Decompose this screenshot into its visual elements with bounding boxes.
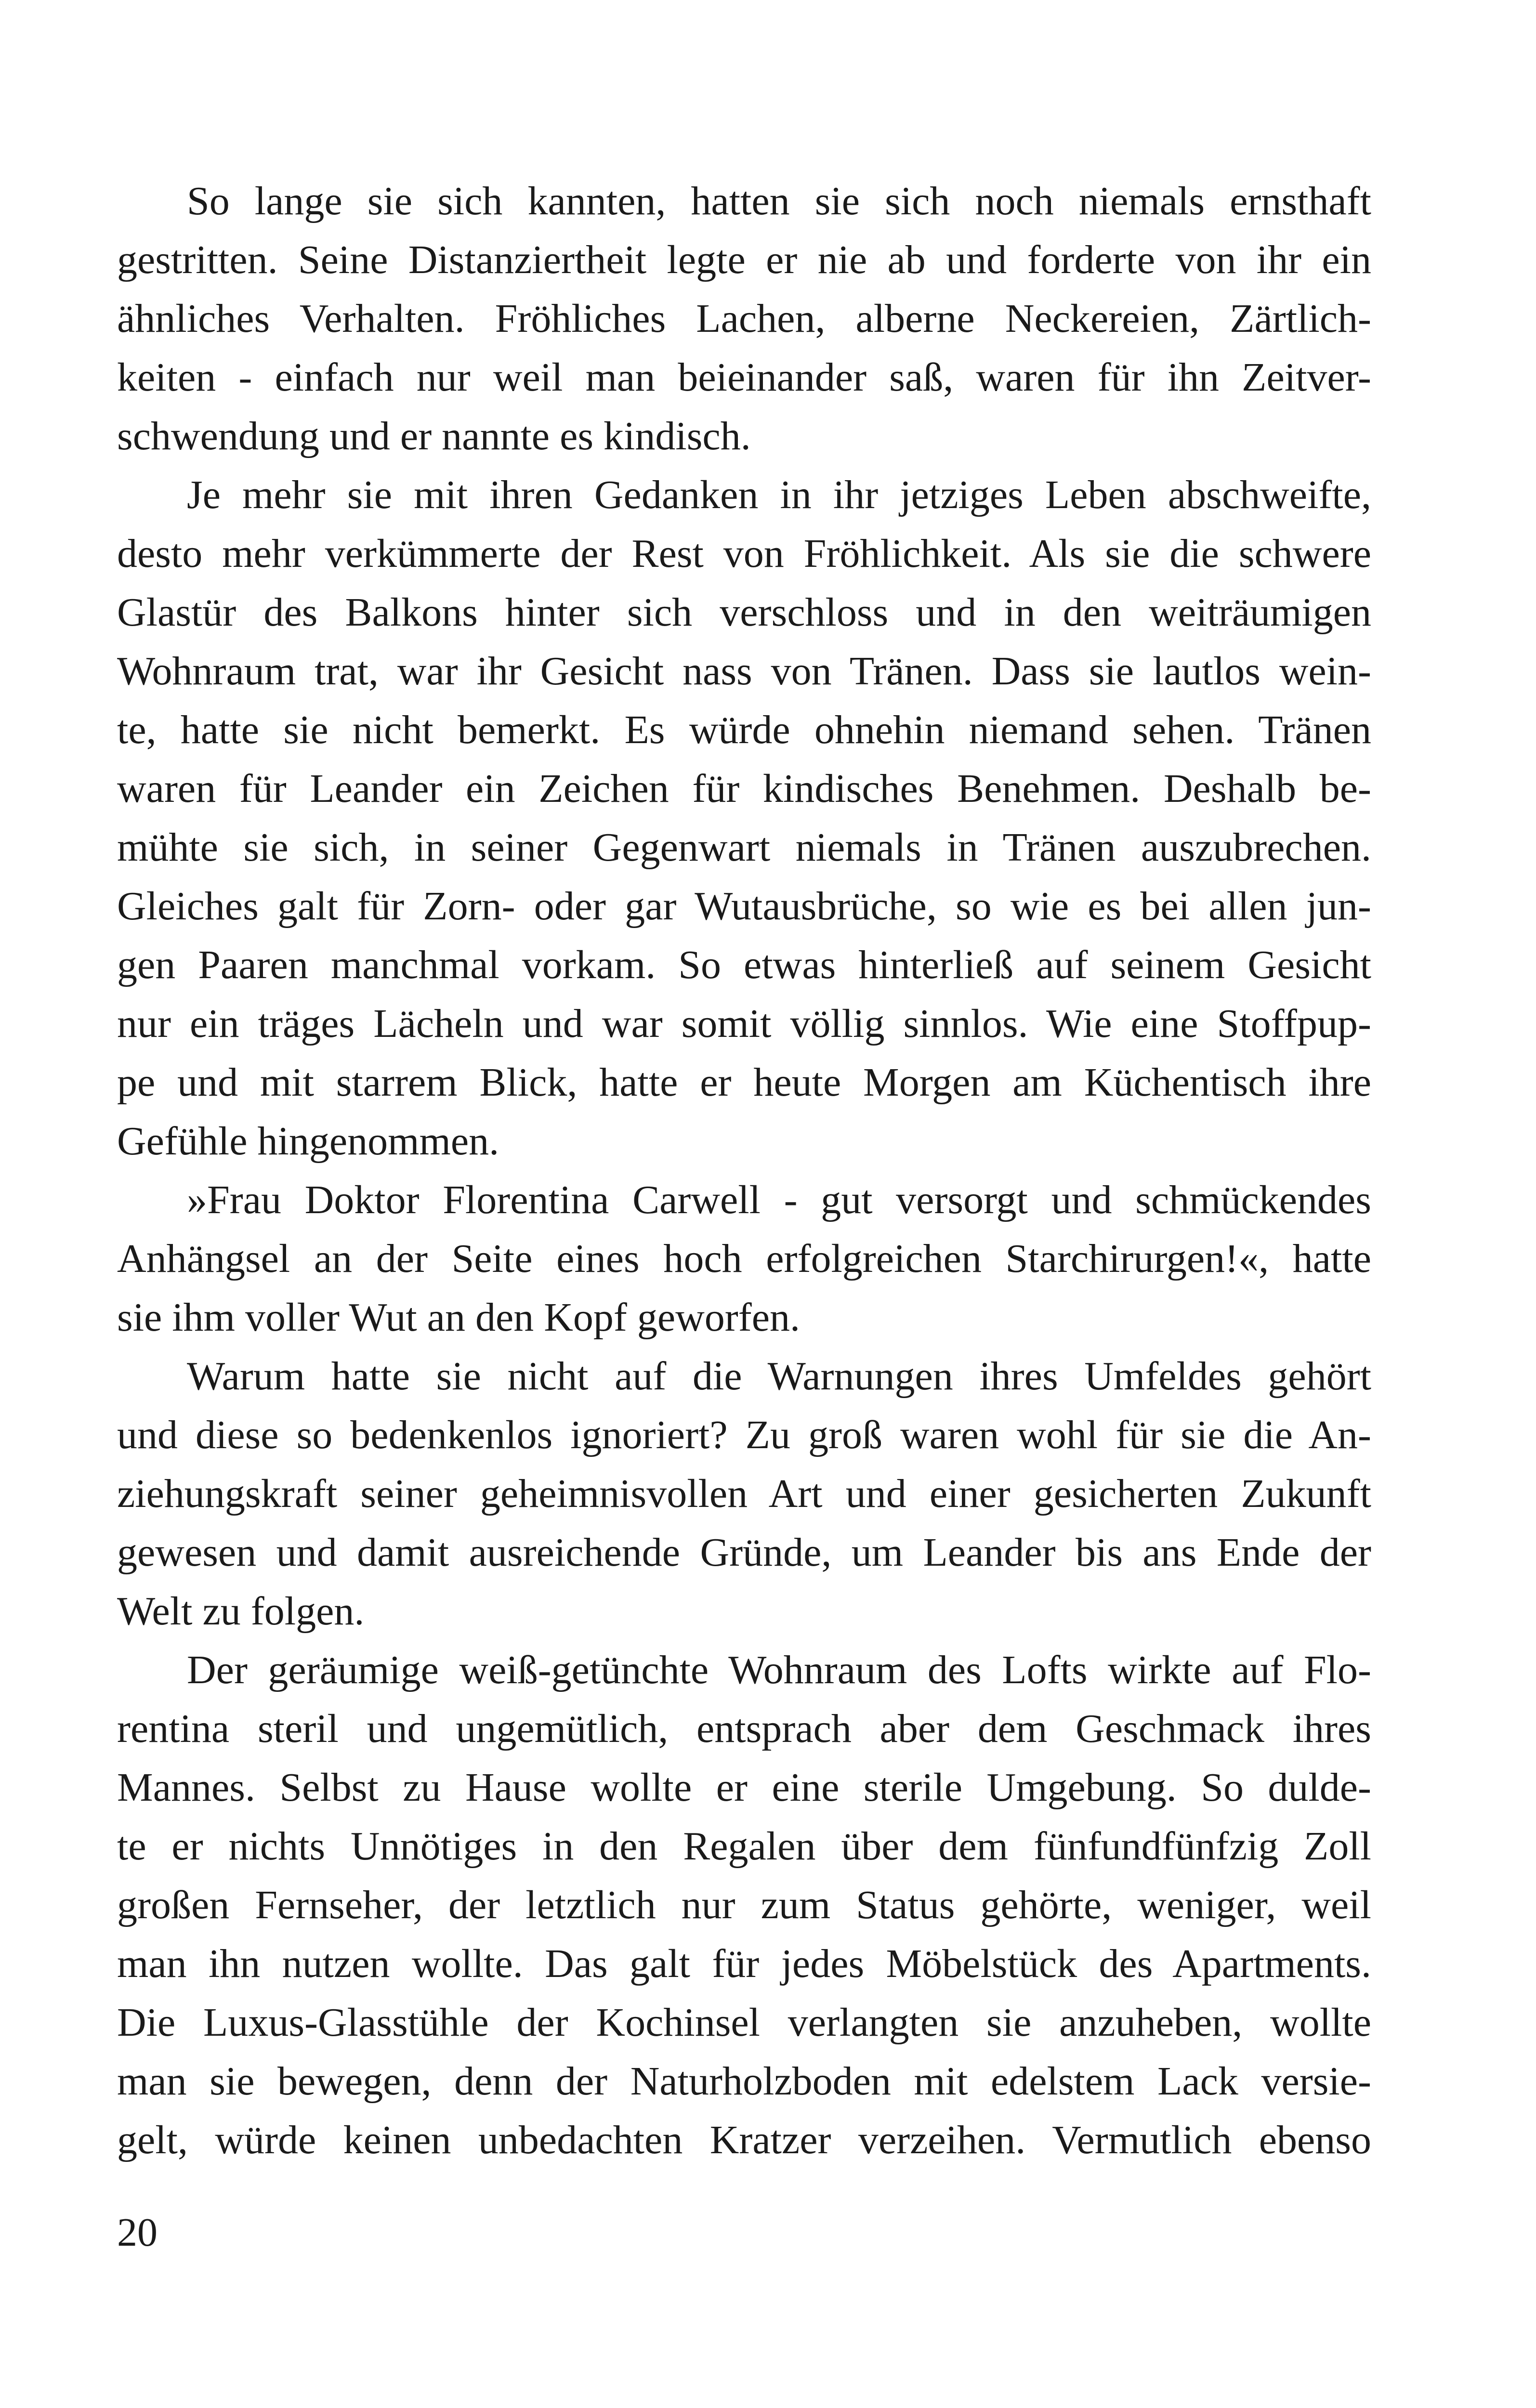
paragraph <box>117 466 1371 1171</box>
text-line: sie ihm voller Wut an den Kopf geworfen. <box>117 1295 801 1340</box>
text-line: Je mehr sie mit ihren Gedanken in ihr jetziges Leben abschweifte, <box>187 472 1371 517</box>
text-line: ziehungskraft seiner geheimnisvollen Art und einer gesicherten Zukunft <box>117 1471 1371 1516</box>
text-line: rentina steril und ungemütlich, entsprach aber dem Geschmack ihres <box>117 1706 1371 1751</box>
text-line: Gleiches galt für Zorn- oder gar Wutausbrüche, so wie es bei allen jun- <box>117 884 1371 929</box>
text-line: te er nichts Unnötiges in den Regalen über dem fünfundfünfzig Zoll <box>117 1824 1371 1869</box>
text-line: Anhängsel an der Seite eines hoch erfolgreichen Starchirurgen!«, hatte <box>117 1236 1371 1281</box>
text-line: und diese so bedenkenlos ignoriert? Zu groß waren wohl für sie die An- <box>117 1413 1371 1457</box>
text-line: gen Paaren manchmal vorkam. So etwas hinterließ auf seinem Gesicht <box>117 942 1371 987</box>
text-line: Mannes. Selbst zu Hause wollte er eine sterile Umgebung. So dulde- <box>117 1765 1371 1810</box>
text-line: man sie bewegen, denn der Naturholzboden mit edelstem Lack versie- <box>117 2059 1371 2104</box>
text-line: ähnliches Verhalten. Fröhliches Lachen, alberne Neckereien, Zärtlich- <box>117 296 1371 341</box>
text-line: Wohnraum trat, war ihr Gesicht nass von Tränen. Dass sie lautlos wein- <box>117 649 1371 694</box>
paragraph <box>117 172 1371 466</box>
text-line: großen Fernseher, der letztlich nur zum Status gehörte, weniger, weil <box>117 1883 1371 1927</box>
text-line: gelt, würde keinen unbedachten Kratzer verzeihen. Vermutlich ebenso <box>117 2118 1371 2162</box>
text-line: pe und mit starrem Blick, hatte er heute Morgen am Küchentisch ihre <box>117 1060 1371 1105</box>
paragraph <box>117 1171 1371 1347</box>
text-line: te, hatte sie nicht bemerkt. Es würde ohnehin niemand sehen. Tränen <box>117 707 1371 752</box>
text-line: Der geräumige weiß-getünchte Wohnraum des Lofts wirkte auf Flo- <box>187 1648 1371 1692</box>
text-line: mühte sie sich, in seiner Gegenwart niemals in Tränen auszubrechen. <box>117 825 1371 870</box>
text-line: Gefühle hingenommen. <box>117 1119 499 1164</box>
paragraph <box>117 1641 1371 2170</box>
body-text <box>117 172 1371 2170</box>
text-line: nur ein träges Lächeln und war somit völlig sinnlos. Wie eine Stoffpup- <box>117 1001 1371 1046</box>
text-line: schwendung und er nannte es kindisch. <box>117 414 751 458</box>
text-line: gestritten. Seine Distanziertheit legte er nie ab und forderte von ihr ein <box>117 237 1371 282</box>
text-line: keiten - einfach nur weil man beieinander saß, waren für ihn Zeitver- <box>117 355 1371 400</box>
text-line: Glastür des Balkons hinter sich verschloss und in den weiträumigen <box>117 590 1371 635</box>
text-line: gewesen und damit ausreichende Gründe, um Leander bis ans Ende der <box>117 1530 1371 1575</box>
text-line: man ihn nutzen wollte. Das galt für jedes Möbelstück des Apartments. <box>117 1941 1371 1986</box>
text-line: Welt zu folgen. <box>117 1589 365 1634</box>
paragraph <box>117 1347 1371 1641</box>
text-line: waren für Leander ein Zeichen für kindisches Benehmen. Deshalb be- <box>117 766 1371 811</box>
text-line: »Frau Doktor Florentina Carwell - gut versorgt und schmückendes <box>187 1178 1371 1222</box>
text-line: Die Luxus-Glasstühle der Kochinsel verlangten sie anzuheben, wollte <box>117 2000 1371 2045</box>
text-line: desto mehr verkümmerte der Rest von Fröhlichkeit. Als sie die schwere <box>117 531 1371 576</box>
text-line: So lange sie sich kannten, hatten sie sich noch niemals ernsthaft <box>187 179 1371 223</box>
text-line: Warum hatte sie nicht auf die Warnungen ihres Umfeldes gehört <box>187 1354 1371 1399</box>
page-number: 20 <box>117 2210 158 2255</box>
